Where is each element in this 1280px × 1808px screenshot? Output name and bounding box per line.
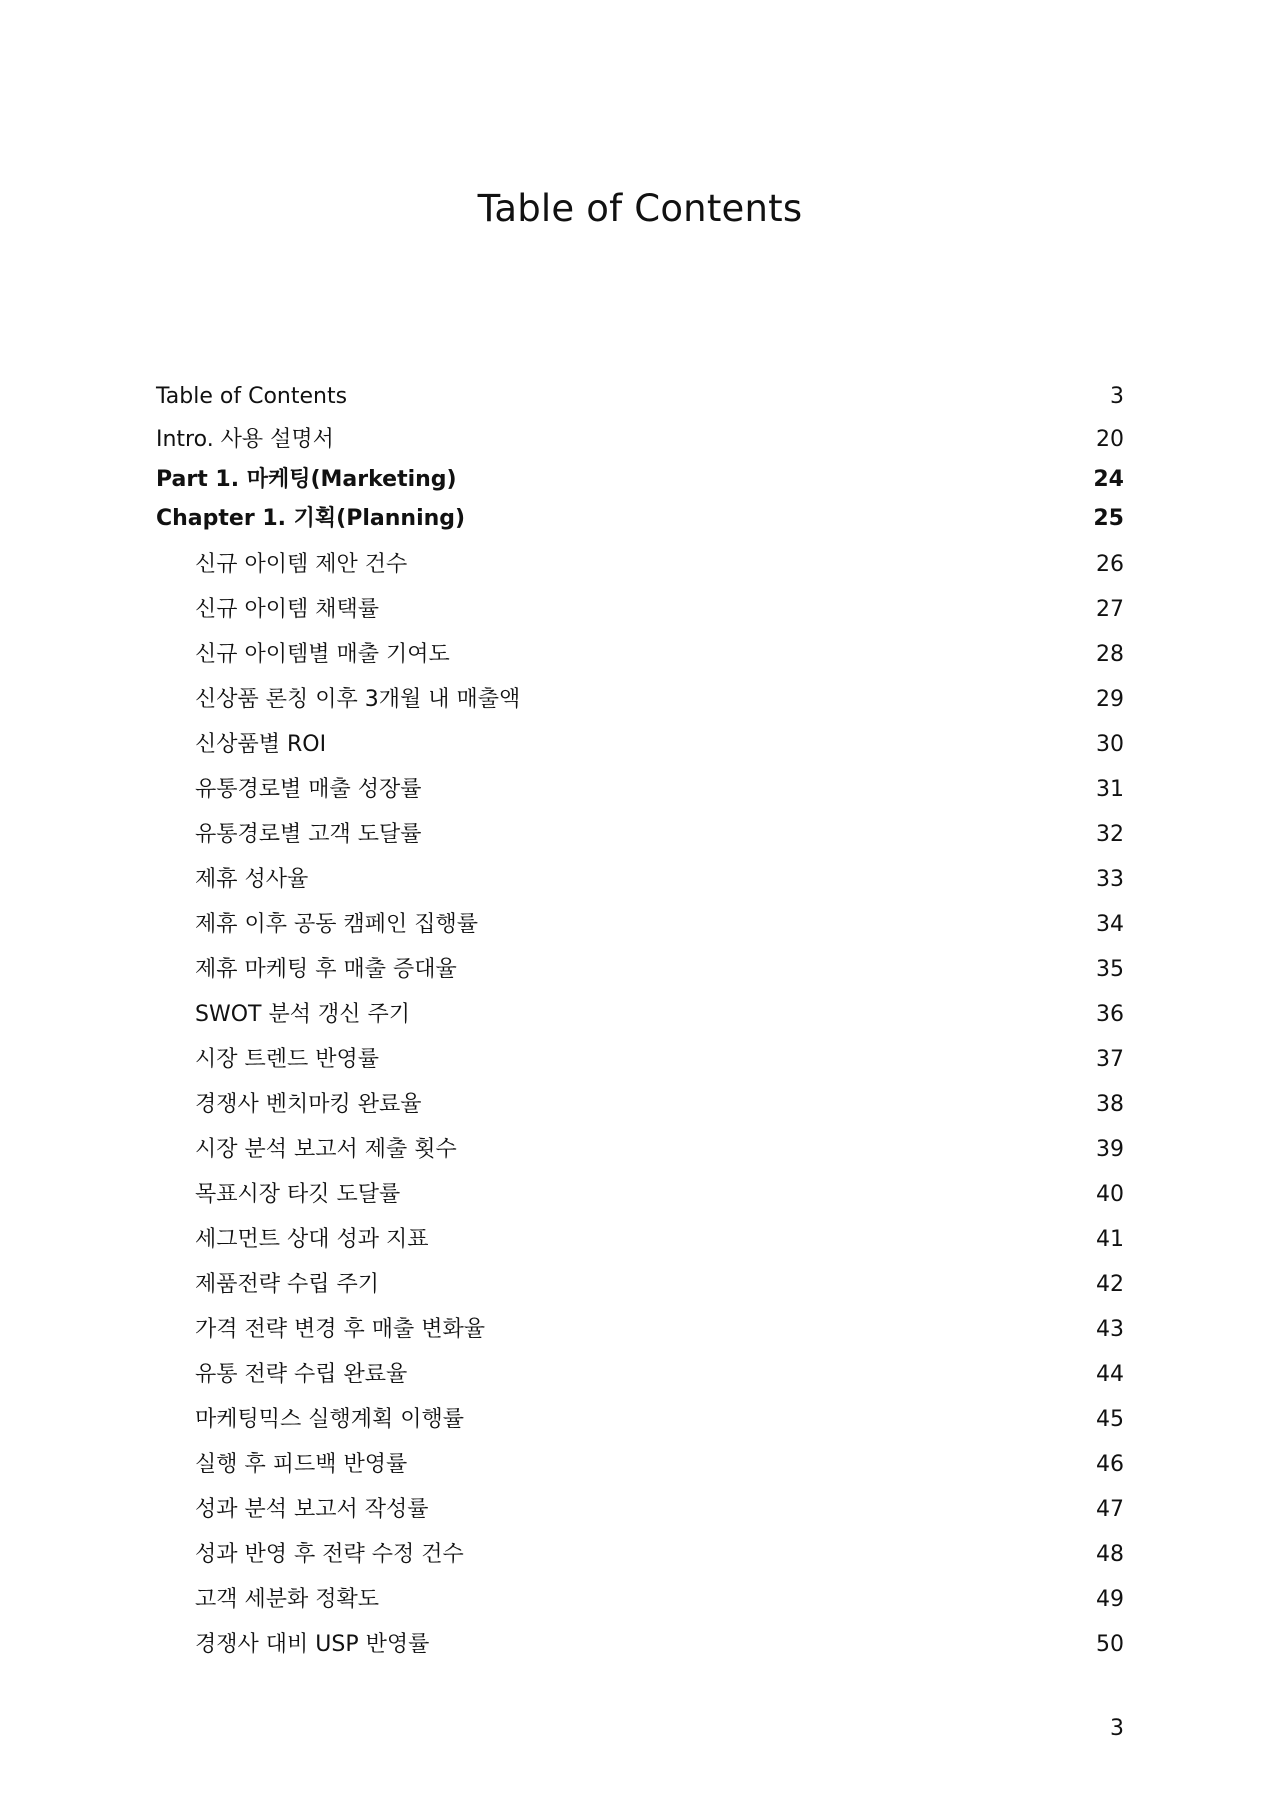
toc-entry[interactable] [156,1265,1124,1305]
toc-entry[interactable] [156,815,1124,855]
toc-entry-label: Chapter 1. 기획(Planning) [156,506,466,531]
toc-entry-page: 28 [1096,642,1124,667]
toc-entry-page: 44 [1096,1362,1124,1387]
toc-entry-page: 29 [1096,687,1124,712]
toc-entry-page: 26 [1096,552,1124,577]
toc-entry-label: 성과 분석 보고서 작성률 [195,1497,429,1522]
toc-entry-label: 세그먼트 상대 성과 지표 [195,1227,429,1252]
toc-entry[interactable] [156,860,1124,900]
toc-entry-label: Intro. 사용 설명서 [156,427,334,452]
toc-entry-page: 50 [1096,1632,1124,1657]
toc-entry[interactable] [156,1310,1124,1350]
toc-entry-label: 신상품별 ROI [195,732,327,757]
toc-entry-label: 가격 전략 변경 후 매출 변화율 [195,1317,485,1342]
toc-entry[interactable] [156,1535,1124,1575]
toc-entry-label: 유통경로별 매출 성장률 [195,777,422,802]
toc-entry-label: 성과 반영 후 전략 수정 건수 [195,1542,464,1567]
toc-entry-page: 3 [1110,384,1124,409]
page-title: Table of Contents [477,186,803,230]
toc-entry-page: 20 [1096,427,1124,452]
toc-entry-label: 신규 아이템 채택률 [195,597,380,622]
toc-entry-label: 경쟁사 대비 USP 반영률 [195,1632,430,1657]
toc-entry-page: 34 [1096,912,1124,937]
toc-entry-page: 30 [1096,732,1124,757]
toc-entry-label: SWOT 분석 갱신 주기 [195,1002,410,1027]
toc-entry-page: 46 [1096,1452,1124,1477]
toc-entry-page: 25 [1093,506,1124,531]
toc-entry[interactable] [156,1085,1124,1125]
toc-entry-label: 시장 분석 보고서 제출 횟수 [195,1137,457,1162]
toc-entry-page: 33 [1096,867,1124,892]
toc-entry-label: 제휴 이후 공동 캠페인 집행률 [195,912,478,937]
toc-entry[interactable] [156,1175,1124,1215]
toc-entry-page: 37 [1096,1047,1124,1072]
toc-entry-page: 49 [1096,1587,1124,1612]
toc-entry-label: 신상품 론칭 이후 3개월 내 매출액 [195,687,521,712]
toc-entry-page: 32 [1096,822,1124,847]
toc-entry-part-1[interactable] [156,460,1124,500]
toc-entry[interactable] [156,590,1124,630]
toc-entry[interactable] [156,1580,1124,1620]
toc-entry[interactable] [156,680,1124,720]
toc-entry[interactable] [156,1220,1124,1260]
page-number: 3 [1110,1716,1124,1741]
toc-entry[interactable] [156,1490,1124,1530]
toc-entry[interactable] [156,1130,1124,1170]
toc-entry-page: 31 [1096,777,1124,802]
toc-entry-page: 40 [1096,1182,1124,1207]
toc-entry[interactable] [156,1040,1124,1080]
toc-entry-page: 43 [1096,1317,1124,1342]
toc-entry[interactable] [156,950,1124,990]
toc-entry-intro[interactable] [156,420,1124,460]
toc-entry-label: 제품전략 수립 주기 [195,1272,380,1297]
toc-entry-page: 42 [1096,1272,1124,1297]
toc-entry-label: 유통 전략 수립 완료율 [195,1362,408,1387]
toc-entry-label: 신규 아이템별 매출 기여도 [195,642,450,667]
toc-entry-page: 47 [1096,1497,1124,1522]
toc-entry-chapter-1[interactable] [156,499,1124,539]
toc-entry-label: 신규 아이템 제안 건수 [195,552,408,577]
toc-entry-page: 24 [1093,467,1124,492]
toc-entry-page: 36 [1096,1002,1124,1027]
toc-entry-label: 실행 후 피드백 반영률 [195,1452,408,1477]
toc-entry-label: 목표시장 타깃 도달률 [195,1182,401,1207]
toc-entry[interactable] [156,770,1124,810]
toc-entry-page: 27 [1096,597,1124,622]
toc-entry-label: 마케팅믹스 실행계획 이행률 [195,1407,465,1432]
toc-entry-page: 48 [1096,1542,1124,1567]
toc-entry-table-of-contents[interactable] [156,377,1124,417]
toc-entry[interactable] [156,545,1124,585]
toc-entry-label: 경쟁사 벤치마킹 완료율 [195,1092,422,1117]
toc-entry[interactable] [156,725,1124,765]
toc-entry-page: 41 [1096,1227,1124,1252]
toc-entry-page: 35 [1096,957,1124,982]
toc-entry[interactable] [156,1445,1124,1485]
toc-entry-label: Table of Contents [156,384,348,409]
toc-entry-page: 39 [1096,1137,1124,1162]
toc-entry[interactable] [156,1625,1124,1665]
toc-entry[interactable] [156,1400,1124,1440]
toc-entry[interactable] [156,635,1124,675]
toc-entry[interactable] [156,1355,1124,1395]
toc-entry-page: 38 [1096,1092,1124,1117]
toc-entry-label: Part 1. 마케팅(Marketing) [156,467,457,492]
toc-entry[interactable] [156,995,1124,1035]
toc-entry-label: 유통경로별 고객 도달률 [195,822,422,847]
toc-entry-label: 고객 세분화 정확도 [195,1587,380,1612]
toc-entry-page: 45 [1096,1407,1124,1432]
toc-entry-label: 제휴 마케팅 후 매출 증대율 [195,957,457,982]
toc-entry-label: 시장 트렌드 반영률 [195,1047,380,1072]
toc-entry[interactable] [156,905,1124,945]
toc-entry-label: 제휴 성사율 [195,867,309,892]
